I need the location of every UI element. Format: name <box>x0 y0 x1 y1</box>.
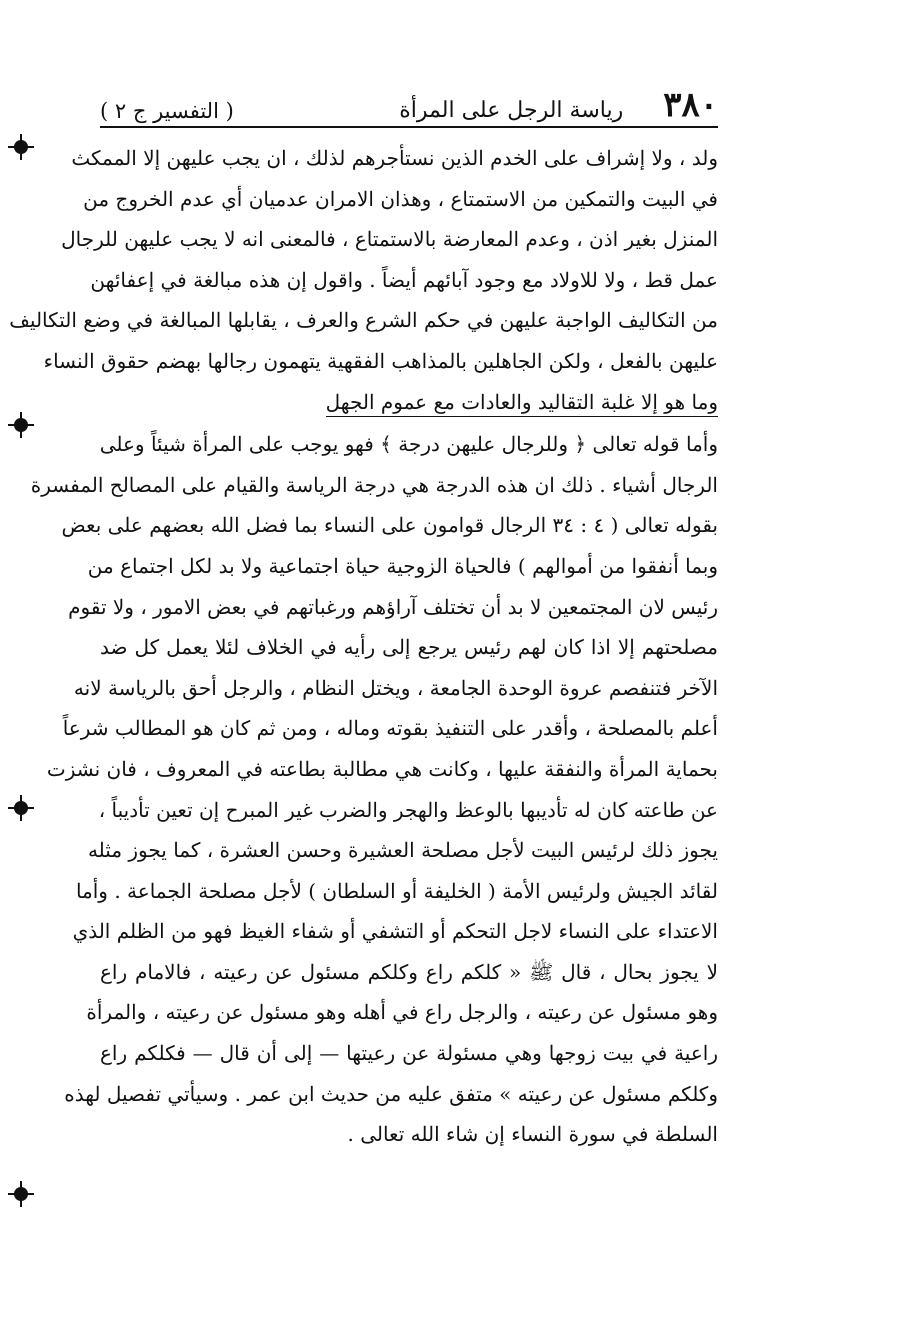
text-line: في البيت والتمكين من الاستمتاع ، وهذان الامران عدميان أي عدم الخروج من <box>83 186 718 211</box>
page-number: ٣٨٠ <box>663 85 718 125</box>
text-line: رئيس لان المجتمعين لا بد أن تختلف آراؤهم ورغباتهم في بعض الامور ، ولا تقوم <box>68 594 718 619</box>
text-line: راعية في بيت زوجها وهي مسئولة عن رعيتها — إلى أن قال — فكلكم راع <box>100 1041 718 1066</box>
text-line: عن طاعته كان له تأديبها بالوعظ والهجر والضرب غير المبرح إن تعين تأديباً ، <box>98 797 718 822</box>
binding-hole-mark-icon <box>14 801 28 815</box>
underlined-phrase: وما هو إلا غلبة التقاليد والعادات مع عموم الجهل <box>326 390 718 417</box>
text-line-underlined <box>100 382 718 423</box>
text-line: المنزل بغير اذن ، وعدم المعارضة بالاستمتاع ، فالمعنى انه لا يجب عليهن للرجال <box>61 227 718 252</box>
text-line: الآخر فتنفصم عروة الوحدة الجامعة ، ويختل النظام ، والرجل أحق بالرياسة لانه <box>73 675 718 700</box>
text-line: عمل قط ، ولا للاولاد مع وجود آبائهم أيضاً . واقول إن هذه مبالغة في إعفائهن <box>90 267 718 292</box>
running-title: رياسة الرجل على المرأة <box>399 98 624 123</box>
text-line: يجوز ذلك لرئيس البيت لأجل مصلحة العشيرة وحسن العشرة ، كما يجوز مثله <box>87 838 718 863</box>
text-line: وكلكم مسئول عن رعيته » متفق عليه من حديث ابن عمر . وسيأتي تفصيل لهذه <box>64 1081 718 1106</box>
text-line: بحماية المرأة والنفقة عليها ، وكانت هي مطالبة بطاعته في المعروف ، فان نشزت <box>46 756 718 781</box>
paragraph-1 <box>9 138 718 422</box>
text-line: مصلحتهم إلا اذا كان لهم رئيس يرجع إلى رأيه في الخلاف لئلا يعمل كل ضد <box>100 635 718 660</box>
text-line: من التكاليف الواجبة عليهن في حكم الشرع والعرف ، يقابلها المبالغة في وضع التكاليف <box>9 308 718 333</box>
text-line: الرجال أشياء . ذلك ان هذه الدرجة هي درجة الرياسة والقيام على المصالح المفسرة <box>30 472 718 497</box>
text-line: السلطة في سورة النساء إن شاء الله تعالى . <box>347 1122 718 1147</box>
text-line: أعلم بالمصلحة ، وأقدر على التنفيذ بقوته وماله ، ومن ثم كان هو المطالب شرعاً <box>62 716 718 741</box>
page-body <box>9 138 718 1155</box>
binding-hole-mark-icon <box>14 418 28 432</box>
volume-reference: ( التفسير ج ٢ ) <box>100 99 234 123</box>
text-line: ولد ، ولا إشراف على الخدم الذين نستأجرهم لذلك ، ان يجب عليهن إلا الممكث <box>71 146 718 170</box>
text-line: لقائد الجيش ولرئيس الأمة ( الخليفة أو السلطان ) لأجل مصلحة الجماعة . وأما <box>75 878 718 903</box>
text-line: الاعتداء على النساء لاجل التحكم أو التشفي أو شفاء الغيظ فهو من الظلم الذي <box>72 919 718 944</box>
paragraph-2 <box>30 424 718 1155</box>
text-line: بقوله تعالى ( ٤ : ٣٤ الرجال قوامون على النساء بما فضل الله بعضهم على بعض <box>61 513 718 538</box>
text-line: عليهن بالفعل ، ولكن الجاهلين بالمذاهب الفقهية يتهمون رجالها بهضم حقوق النساء <box>43 348 718 373</box>
text-line: وبما أنفقوا من أموالهم ) فالحياة الزوجية حياة اجتماعية ولا بد لكل اجتماع من <box>87 553 718 578</box>
text-line: وأما قوله تعالى ﴿ وللرجال عليهن درجة ﴾ فهو يوجب على المرأة شيئاً وعلى <box>99 432 718 457</box>
text-line: وهو مسئول عن رعيته ، والرجل راع في أهله وهو مسئول عن رعيته ، والمرأة <box>86 1000 718 1025</box>
page-header <box>100 76 718 128</box>
binding-hole-mark-icon <box>14 140 28 154</box>
binding-hole-mark-icon <box>14 1187 28 1201</box>
text-line: لا يجوز بحال ، قال ﷺ « كلكم راع وكلكم مسئول عن رعيته ، فالامام راع <box>100 959 718 984</box>
